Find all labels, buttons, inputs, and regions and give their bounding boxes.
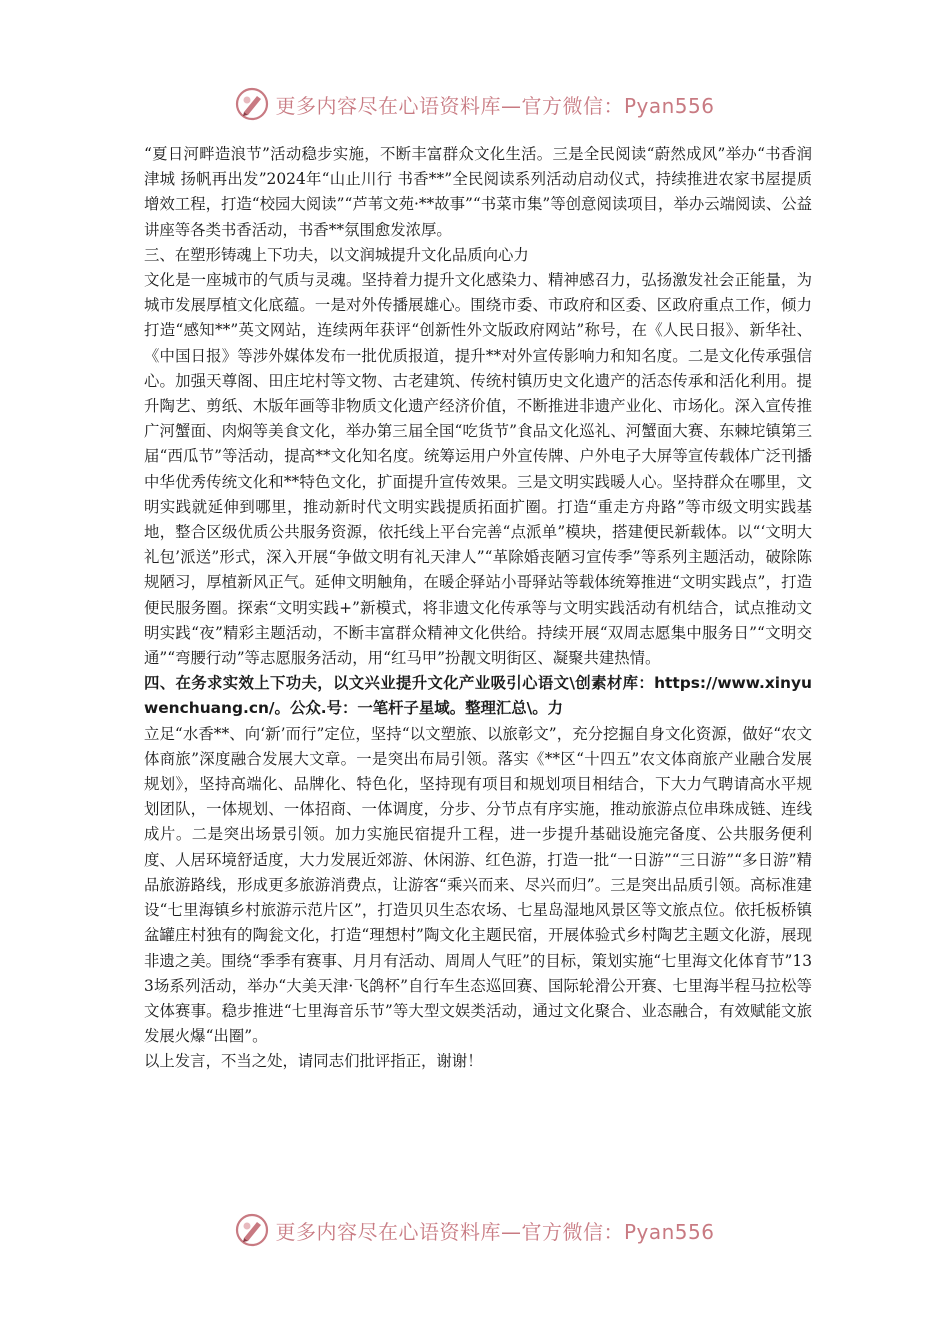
paragraph: 文化是一座城市的气质与灵魂。坚持着力提升文化感染力、精神感召力，弘扬激发社会正能量，为城市发展厚植文化底蕴。一是对外传播展雄心。围绕市委、市政府和区委、区政府重点工作，倾力打造“感知**”英文网站，连续两年获评“创新性外文版政府网站”称号，在《人民日报》、新华社、《中国日报》等涉外媒体发布一批优质报道，提升**对外宣传影响力和知名度。二是文化传承强信心。加强天尊阁、田庄坨村等文物、古老建筑、传统村镇历史文化遗产的活态传承和活化利用。提升陶艺、剪纸、木版年画等非物质文化遗产经济价值，不断推进非遗产业化、市场化。深入宣传推广河蟹面、肉焖等美食文化，举办第三届全国“吃货节”食品文化巡礼、河蟹面大赛、东棘坨镇第三届“西瓜节”等活动，提高**文化知名度。统筹运用户外宣传牌、户外电子大屏等宣传载体广泛刊播中华优秀传统文化和**特色文化，扩面提升宣传效果。三是文明实践暖人心。坚持群众在哪里，文明实践就延伸到哪里，推动新时代文明实践提质拓面扩圈。打造“重走方舟路”等市级文明实践基地，整合区级优质公共服务资源，依托线上平台完善“点派单”模块，搭建便民新载体。以“‘文明大礼包’派送”形式，深入开展“争做文明有礼天津人”“革除婚丧陋习宣传季”等系列主题活动，破除陈规陋习，厚植新风正气。延伸文明触角，在暖企驿站小哥驿站等载体统筹推进“文明实践点”，打造便民服务圈。探索“文明实践+”新模式，将非遗文化传承等与文明实践活动有机结合，试点推动文明实践“夜”精彩主题活动，不断丰富群众精神文化供给。持续开展“双周志愿集中服务日”“文明交通”“弯腰行动”等志愿服务活动，用“红马甲”扮靓文明街区、凝聚共建热情。 — [144, 271, 812, 668]
closing-remark: 以上发言，不当之处，请同志们批评指正，谢谢！ — [144, 1052, 483, 1071]
paragraph: 立足“水香**、向‘新’而行”定位，坚持“以文塑旅、以旅彰文”，充分挖掘自身文化资源，做好“农文体商旅”深度融合发展大文章。一是突出布局引领。落实《**区“十四五”农文体商旅产业融合发展规划》，坚持高端化、品牌化、特色化，坚持现有项目和规划项目相结合，下大力气聘请高水平规划团队，一体规划、一体招商、一体调度，分步、分节点有序实施，推动旅游点位串珠成链、连线成片。二是突出场景引领。加力实施民宿提升工程，进一步提升基础设施完备度、公共服务便利度、人居环境舒适度，大力发展近郊游、休闲游、红色游，打造一批“一日游”“三日游”“多日游”精品旅游路线，形成更多旅游消费点，让游客“乘兴而来、尽兴而归”。三是突出品质引领。高标准建设“七里海镇乡村旅游示范片区”，打造贝贝生态农场、七星岛湿地风景区等文旅点位。依托板桥镇盆罐庄村独有的陶瓮文化，打造“理想村”陶文化主题民宿，开展体验式乡村陶艺主题文化游，展现非遗之美。围绕“季季有赛事、月月有活动、周周人气旺”的目标，策划实施“七里海文化体育节”133场系列活动，举办“大美天津·飞鸽杯”自行车生态巡回赛、国际轮滑公开赛、七里海半程马拉松等文体赛事。稳步推进“七里海音乐节”等大型文娱类活动，通过文化聚合、业态融合，有效赋能文旅发展火爆“出圈”。 — [144, 724, 812, 1046]
header-watermark-text: 更多内容尽在心语资料库—官方微信：Pyan556 — [275, 93, 715, 118]
section-heading: 三、在塑形铸魂上下功夫，以文润城提升文化品质向心力 — [144, 245, 529, 264]
pen-logo-icon — [235, 1213, 269, 1247]
section-heading: 四、在务求实效上下功夫，以文兴业提升文化产业吸引心语文\创素材库：https://www.xinyuwenchuang.cn/。公众.号：一笔杆子星域。整理汇总\。力 — [144, 674, 812, 718]
header-watermark — [0, 82, 950, 126]
pen-logo-icon — [235, 87, 269, 121]
footer-watermark-text: 更多内容尽在心语资料库—官方微信：Pyan556 — [275, 1219, 715, 1244]
document-body — [144, 142, 812, 1075]
footer-watermark — [0, 1208, 950, 1252]
paragraph: “夏日河畔造浪节”活动稳步实施，不断丰富群众文化生活。三是全民阅读“蔚然成风”举办“书香润津城 扬帆再出发”2024年“山止川行 书香**”全民阅读系列活动启动仪式，持续推进农家书屋提质增效工程，打造“校园大阅读”“芦苇文苑·**故事”“书菜市集”等创意阅读项目，举办云端阅读、公益讲座等各类书香活动，书香**氛围愈发浓厚。 — [144, 145, 812, 239]
